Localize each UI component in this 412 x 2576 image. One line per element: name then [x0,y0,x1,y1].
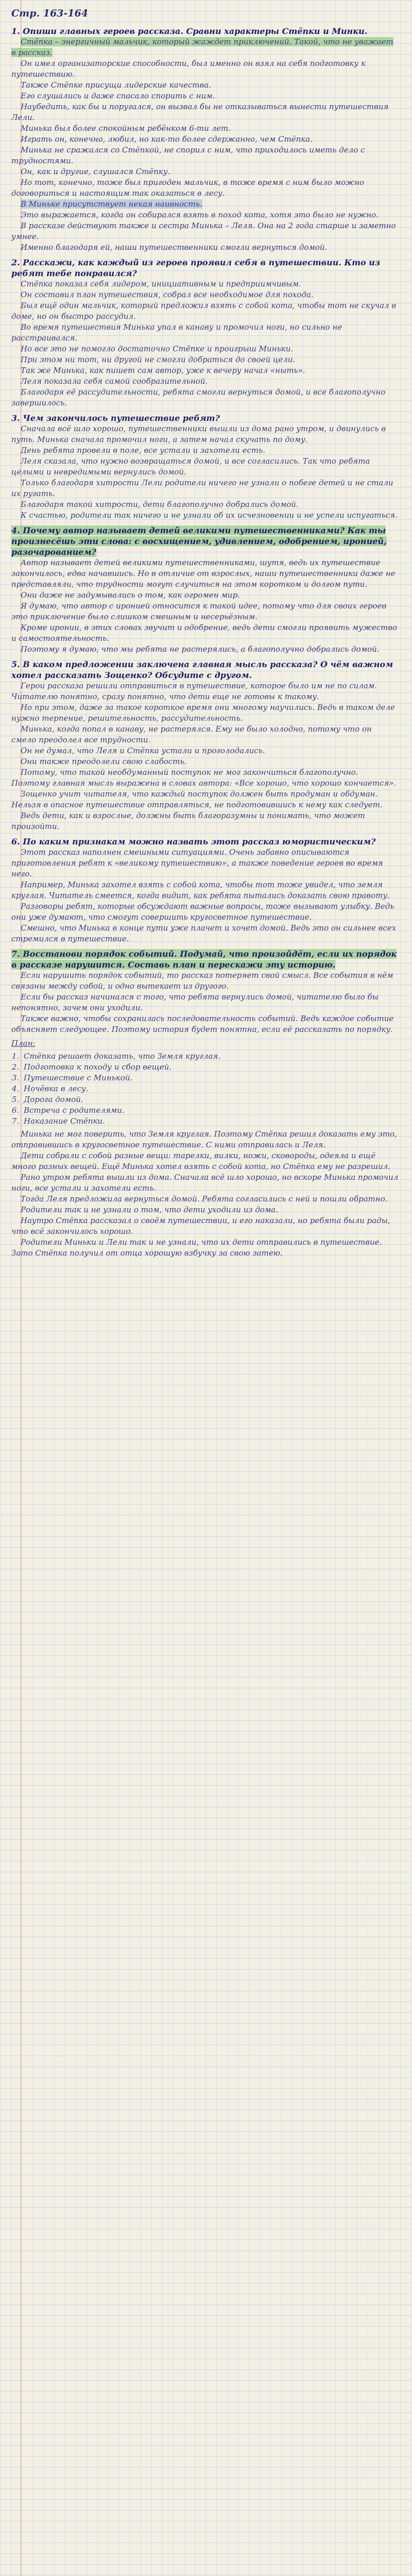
question-2-title: 2. Расскажи, как каждый из героев проявил себя в путешествии. Кто из ребят тебе понравился? [11,258,381,278]
answer-1-text: Стёпка – энергичный мальчик, который жаждет приключений. Такой, что не уважает в рассказ. [11,37,393,57]
answer-3-paragraph: День ребята провели в поле, все устали и захотели есть. [21,446,266,455]
answer-6-paragraph: Этот рассказ наполнен смешными ситуациями. Очень забавно описываются приготовления ребят к «великому путешествию», а также поведение героев во время него. [11,848,383,878]
retelling-paragraph: Дети собрали с собой разные вещи: тарелки, вилки, ножи, сковороды, одеяла и ещё много разных вещей. Ещё Минька хотел взять с собой кота, но Стёпка ему не разрешил. [11,1151,390,1171]
answer-5-paragraph: Они также преодолели свою слабость. [21,757,187,766]
answer-2-paragraph: Благодаря её рассудительности, ребята смогли вернуться домой, и все благополучно завершилось. [11,387,386,408]
answer-1-paragraph: Его слушались и даже спасало спорить с ним. [21,91,215,100]
answer-4-paragraph: Поэтому я думаю, что мы ребята не растерялись, а благополучно добрались домой. [21,645,380,654]
answer-4-paragraph: Я думаю, что автор с иронией относится к такой идее, потому что для своих героев это приключение было слишком смешным и несерьёзным. [11,601,387,621]
answer-1-paragraph: Минька не сражался со Стёпкой, не спорил с ним, что приходилось иметь дело с трудностями. [11,145,365,165]
question-1-title: 1. Опиши главных героев рассказа. Сравни характеры Стёпки и Минки. [11,26,368,36]
answer-1-paragraph: Также Стёпке присущи лидерские качества. [21,80,211,90]
answer-2-paragraph: При этом ни тот, ни другой не смогли добраться до своей цели. [21,355,296,364]
answer-1-paragraph: Играть он, конечно, любил, но как-то более сдержанно, чем Стёпка. [21,134,313,144]
question-5-title: 5. В каком предложении заключена главная мысль рассказа? О чём важном хотел рассказать Зощенко? Обсудите с другом. [11,659,393,680]
answer-5-paragraph: Герои рассказа решили отправиться в путешествие, которое было им не по силам. Читателю понятно, сразу понятно, что дети еще не готовы к такому. [11,681,377,701]
answer-7-paragraph: Также важно, чтобы сохранилась последовательность событий. Ведь каждое событие объясняет следующее. Поэтому история будет понятна, если её рассказать по порядку. [11,1014,394,1034]
answer-2-paragraph: Был ещё один мальчик, который предложил взять с собой кота, чтобы тот не скучал в доме, но он быстро рассудил. [11,301,397,321]
answer-7-paragraph: Если бы рассказ начинался с того, что ребята вернулись домой, читателю было бы непонятно, зачем они уходили. [11,992,379,1012]
answer-1-paragraph: Наубедить, как бы и поругался, он вызвал бы не отказываться вынести путешествия Лели. [11,102,389,122]
question-3-title: 3. Чем закончилось путешествие ребят? [11,413,220,423]
retelling-paragraph: Родители Миньки и Лели так и не узнали, что их дети отправились в путешествие. Зато Стёпка получил от отца хорошую взбучку за свою затею. [11,1238,382,1258]
answer-2-paragraph: Леля показала себя самой сообразительной. [21,377,208,386]
answer-1-text: В Миньке присутствует некая наивность. [21,199,202,209]
retelling-paragraph: Рано утром ребята вышли из дома. Сначала всё шло хорошо, но вскоре Минька промочил ноги, все устали и захотели есть. [11,1173,399,1193]
retelling-paragraph: Родители так и не узнали о том, что дети уходили из дома. [21,1205,278,1214]
answer-4-paragraph: Кроме иронии, в этих словах звучит и одобрение, ведь дети смогли проявить мужество и самостоятельность. [11,623,398,643]
page-header: Стр. 163-164 [11,8,88,19]
answer-1-paragraph: Это выражается, когда он собирался взять в поход кота, хотя это было не нужно. [21,210,379,219]
answer-3-paragraph: Сначала всё шло хорошо, путешественники вышли из дома рано утром, и двинулись в путь. Минька сначала промочил ноги, а затем начал скучать по дому. [11,424,386,444]
answer-1-paragraph: Он, как и другие, слушался Стёпку. [21,167,170,176]
answer-4-paragraph: Автор называет детей великими путешественниками, шутя, ведь их путешествие закончилось, едва начавшись. Но в отличие от взрослых, наши путешественники даже не представляли, что трудности могут случиться на этом коротком и долгом пути. [11,558,396,589]
question-7-title [11,948,399,970]
answer-7-paragraph: Если нарушить порядок событий, то рассказ потеряет свой смысл. Все события в нём связаны между собой, и одно вытекает из другого. [11,971,393,991]
question-4-title [11,525,399,557]
plan-item: 1. Стёпка решает доказать, что Земля круглая. [22,1051,399,1062]
answer-3-paragraph: Благодаря такой хитрости, дети благополучно добрались домой. [21,500,299,509]
answer-1-paragraph [11,199,399,210]
answer-5-paragraph: Он не думал, что Леля и Стёпка устали и проголодались. [21,746,265,755]
answer-6-paragraph: Например, Минька захотел взять с собой кота, чтобы тот тоже увидел, что земля круглая. Читатель смеется, когда видит, как ребята пытались доказать свою правоту. [11,880,390,900]
retelling-paragraph: Тогда Леля предложила вернуться домой. Ребята согласились с ней и пошли обратно. [21,1194,388,1204]
answer-1-paragraph: В рассказе действуют также и сестра Минька – Леля. Она на 2 года старше и заметно умнее. [11,221,396,241]
answer-3-paragraph: К счастью, родители так ничего и не узнали об их исчезновении и не успели испугаться. [21,511,398,520]
answer-5-paragraph: Зощенко учит читателя, что каждый поступок должен быть продуман и обдуман. Нельзя в опасное путешествие отправляться, не подготовившись к нему как следует. [11,789,383,809]
answer-5-paragraph: Потому, что такой необдуманный поступок не мог закончиться благополучно. Поэтому главная мысль выражена в словах автора: «Все хорошо, что хорошо кончается». [11,768,397,788]
answer-2-paragraph: Так же Минька, как пишет сам автор, уже к вечеру начал «ныть». [21,366,305,375]
question-6-title: 6. По каким признакам можно назвать этот рассказ юмористическим? [11,837,376,846]
plan-item: 5. Дорога домой. [22,1094,399,1105]
answer-3-paragraph: Леля сказала, что нужно возвращаться домой, и все согласились. Так что ребята целыми и невредимыми вернулись домой. [11,456,370,477]
answer-2-paragraph: Стёпка показал себя лидером, инициативным и предприимчивым. [21,279,301,289]
answer-1-paragraph [11,37,399,58]
plan-list [22,1051,399,1127]
answer-5-paragraph: Минька, когда попал в канаву, не растерялся. Ему не было холодно, потому что он смело преодолел все трудности. [11,724,372,744]
answer-1-paragraph: Но тот, конечно, тоже был пригоден мальчик, в тоже время с ним было можно договориться и настоящим так оказаться в лесу. [11,178,365,198]
answer-6-paragraph: Разговоры ребят, которые обсуждают важные вопросы, тоже вызывают улыбку. Ведь они уже думают, что смогут совершить кругосветное путешествие. [11,902,394,922]
plan-item: 2. Подготовка к походу и сбор вещей. [22,1062,399,1073]
answer-4-paragraph: Они даже не задумывались о том, как огромен мир. [21,590,240,600]
retelling-paragraph: Минька не мог поверить, что Земля круглая. Поэтому Стёпка решил доказать ему это, отправившись в кругосветное путешествие. С ними отправилась и Леля. [11,1129,397,1149]
homework-text [11,5,399,1259]
answer-2-paragraph: Но все это не помогло достаточно Стёпке и проигрыш Миньки. [21,344,294,353]
plan-item: 4. Ночёвка в лесу. [22,1083,399,1094]
answer-1-paragraph: Он имел организаторские способности, был именно он взял на себя подготовку к путешествию. [11,59,366,79]
plan-item: 7. Наказание Стёпки. [22,1116,399,1127]
answer-5-paragraph: Но при этом, даже за такое короткое время они многому научились. Ведь в таком деле нужно терпение, решительность, рассудительность. [11,703,395,723]
answer-2-paragraph: Он составил план путешествия, собрал все необходимое для похода. [21,290,314,299]
answer-3-paragraph: Только благодаря хитрости Лели родители ничего не узнали о побеге детей и не стали их ругать. [11,478,393,498]
answer-5-paragraph: Ведь дети, как и взрослые, должны быть благоразумны и понимать, что может произойти. [11,811,365,831]
retelling-paragraph: Наутро Стёпка рассказал о своём путешествии, и его наказали, но ребята были рады, что всё закончилось хорошо. [11,1216,390,1236]
plan-item: 6. Встреча с родителями. [22,1105,399,1116]
answer-2-paragraph: Во время путешествия Минька упал в канаву и промочил ноги, но сильно не расстраивался. [11,323,342,343]
answer-1-paragraph: Именно благодаря ей, наши путешественники смогли вернуться домой. [21,243,328,252]
answer-6-paragraph: Смешно, что Минька в конце пути уже плачет и хочет домой. Ведь это он сильнее всех стремился в путешествие. [11,923,397,943]
plan-item: 3. Путешествие с Минькой. [22,1073,399,1083]
question-4-text: 4. Почему автор называет детей великими путешественниками? Как ты произнесёшь эти слова: с восхищением, удивлением, одобрением, иронией, разочарованием? [11,526,387,557]
question-7-text: 7. Восстанови порядок событий. Подумай, что произойдёт, если их порядок в рассказе нарушится. Составь план и перескажи эту историю. [11,949,397,970]
plan-title: План: [11,1039,36,1048]
answer-1-paragraph: Минька был более спокойным ребёнком 6-ти лет. [21,124,231,133]
